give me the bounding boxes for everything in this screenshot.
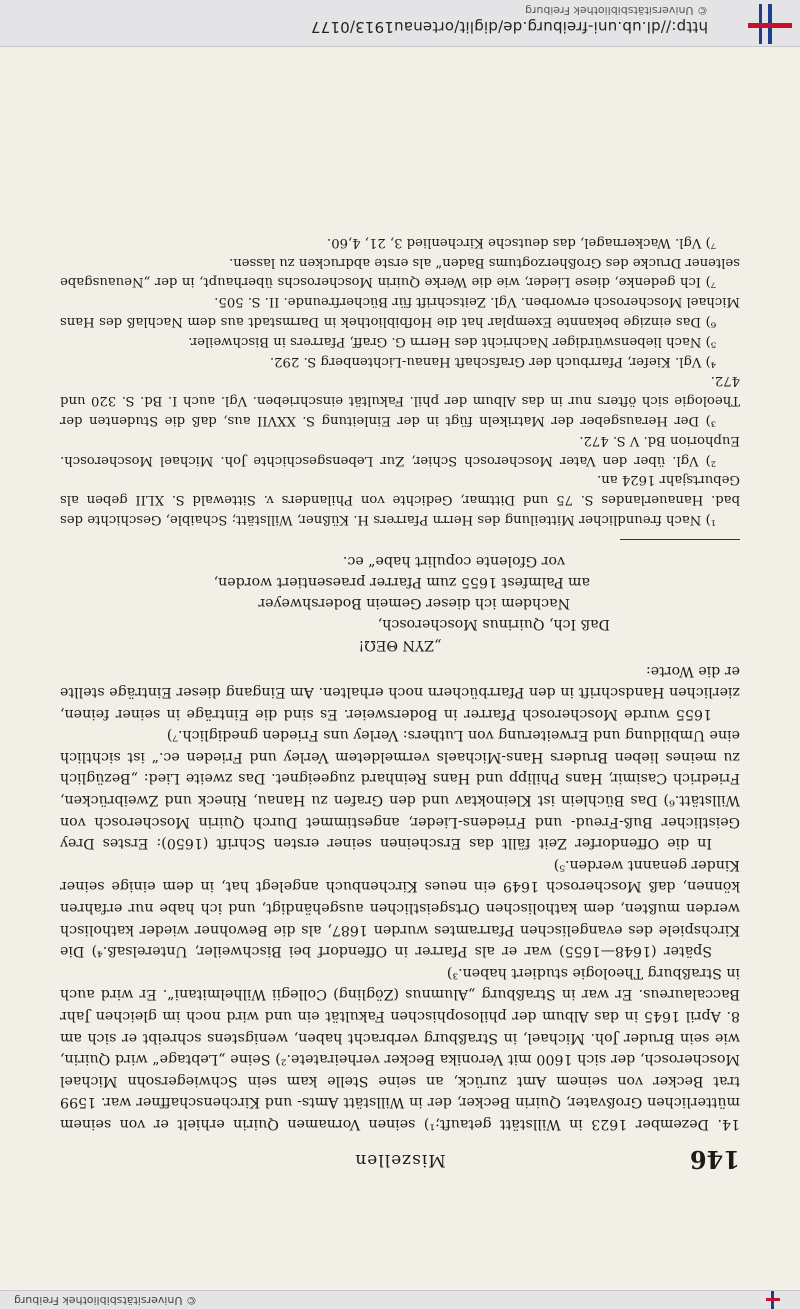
paragraph: 14. Dezember 1623 in Willstätt getauft;¹) seinen Vornamen Quirin erhielt er von seinem mütterlichen Großvater, Quirin Becker, der in Willstätt Amts- und Kirchenschaffner war. 1599 trat Becker von seinem Amt zurück, an seine Stelle kam sein Schwiegersohn Michael Moscherosch, der sich 1600 mit Veronika Becker verheiratete.²) Seine „Lebtage“ wird Quirin, wie sein Bruder Joh. Michael, in Straßburg verbracht haben, wenigstens schreibt er sich am 8. April 1645 in das Album der philosophischen Fakultät ein und wird noch im gleichen Jahr Baccalaureus. Er war in Straßburg „Alumnus (Zögling) Collegii Wilhelmitani“. Er wird auch in Straßburg Theologie studiert haben.³) [60,964,740,1132]
paragraph: In die Offendorfer Zeit fällt das Erscheinen seiner ersten Schrift (1650): Erstes Drey Geistlicher Buß-Freud- und Friedens-Lieder, angestimmet Durch Quirin Moscherosch von Willstätt.⁶) Das Büchlein ist Kleinoktav und den Grafen zu Hanau, Rineck und Zweibrücken, Friedrich Casimir, Hans Philipp und Hans Reinhard zugeeignet. Das zweite Lied: „Bezüglich zu meines lieben Bruders Hans-Michaels vermeldetem Verley und Frieden ec.“ ist sichtlich eine Umbildung und Erweiterung von Luthers: Verley uns Frieden gnediglich.⁷) [60,727,740,852]
quotation-block [60,550,740,655]
library-logo-icon [766,1291,780,1309]
paragraph: 1655 wurde Moscherosch Pfarrer in Bodersweier. Es sind die Einträge in seiner feinen, zierlichen Handschrift in den Pfarrbüchern noch erhalten. Am Eingang dieser Einträge stellte er die Worte: [60,662,740,722]
running-head: Miszellen [354,1150,446,1170]
page-content [60,232,740,1174]
quote-line: Nachdem ich dieser Gemein Bodershweyer [258,594,570,611]
body-text [60,659,740,1134]
footnote: ²) Vgl. über den Vater Moscherosch Schier, Zur Lebensgeschichte Joh. Michael Moscherosch. Euphorion Bd. V S. 472. [60,432,740,468]
paragraph: Später (1648—1655) war er als Pfarrer in Offendorf bei Bischweiler, Unterelsaß.⁴) Die Kirchspiele des evangelischen Pfarramtes wurden 1687, als die Bewohner wieder katholisch werden mußten, dem katholischen Ortsgeistlichen ausgehändigt, und ich habe nur erfahren können, daß Moscherosch 1649 ein neues Kirchenbuch angelegt hat, in dem einige seiner Kinder genannt werden.⁵) [60,856,740,960]
footnote: ⁴) Vgl. Kiefer, Pfarrbuch der Grafschaft Hanau-Lichtenberg S. 292. [269,353,716,369]
quote-line: Daß Ich, Quirinus Moscherosch, [377,615,610,632]
page-header [60,1134,740,1174]
quote-line: „ZYN ΘEΩ! [358,636,442,653]
library-logo-icon [748,4,792,44]
footnote: ⁵) Nach liebenswürdiger Nachricht des Herrn G. Graff, Pfarrers in Bischweiler. [188,333,716,349]
footnote: ⁷) Ich gedenke, diese Lieder, wie die Werke Quirin Moscheroschs überhaupt, in der „Neuausgabe seltener Drucke des Großherzogtums Baden“ als erste abdrucken zu lassen. [60,254,740,290]
rights-text: © Universitätsbibliothek Freiburg [525,4,708,17]
footnote-divider [620,539,740,540]
footnote: ⁷) Vgl. Wackernagel, das deutsche Kirchenlied 3, 21, 4,60. [326,234,716,250]
bottom-banner [0,1290,800,1309]
library-banner [0,0,800,47]
footnote: ⁶) Das einzige bekannte Exemplar hat die Hofbibliothek in Darmstadt aus dem Nachlaß des Hans Michael Moscherosch erworben. Vgl. Zeitschrift für Bücherfreunde. II. S. 505. [60,294,740,329]
footnotes [60,232,740,529]
page-number: 146 [689,1145,740,1174]
quote-line: am Palmfest 1655 zum Pfarrer praesentiert worden, [213,573,590,590]
bottom-rights-text: © Universitätsbibliothek Freiburg [14,1294,197,1307]
footnote: ¹) Nach freundlicher Mitteilung des Herrn Pfarrers H. Küßner, Willstätt; Schaible, Geschichte des bad. Hanauerlandes S. 75 und Dittmar, Gedichte von Philanders v. Sittewald S. XLII geben als Geburtsjahr 1624 an. [60,472,740,527]
footnote: ³) Der Herausgeber der Matrikeln fügt in der Einleitung S. XXVII aus, daß die Studenten der Theologie sich öfters nur in das Album der phil. Fakultät einschrieben. Vgl. auch I. Bd. S. 320 und 472. [60,373,740,428]
quote-line: vor Gfolente copulirt habe“ ec. [342,552,565,569]
source-url[interactable]: http://dl.ub.uni-freiburg.de/diglit/ortenau1913/0177 [310,18,708,36]
